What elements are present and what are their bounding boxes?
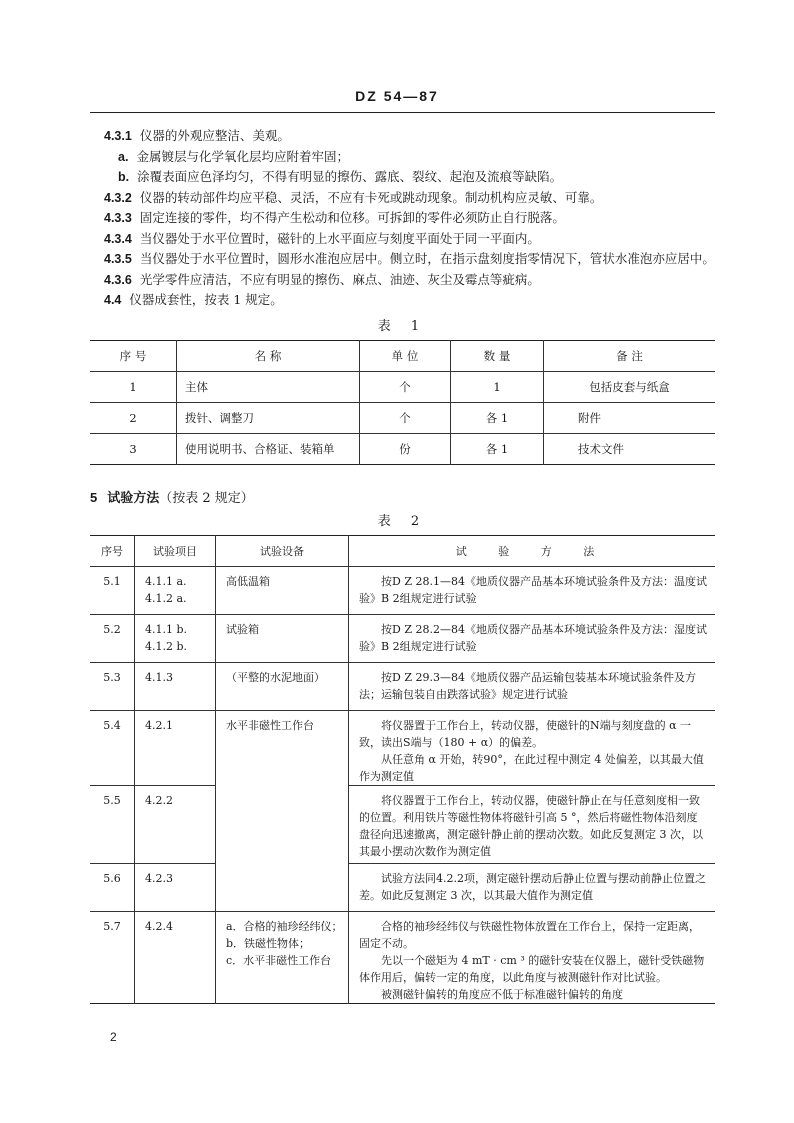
table-cell: 5.5: [90, 785, 135, 863]
table1: [90, 340, 715, 465]
table2-header-row: [90, 535, 715, 566]
table-cell: 5.2: [90, 614, 135, 662]
table-cell: 包括皮套与纸盒: [544, 371, 716, 402]
table-cell: 份: [360, 433, 451, 464]
table-cell: 将仪器置于工作台上，转动仪器，使磁针的N端与刻度盘的 α 一致，读出S端与（180 + α）的偏差。 从任意角 α 开始，转90°，在此过程中测定 4 处偏差，以其最大值作为测定值: [349, 710, 716, 785]
table-cell: 水平非磁性工作台: [216, 710, 349, 911]
page-number: 2: [110, 1030, 117, 1044]
table-row: [90, 785, 715, 863]
table-cell: 拨针、调整刀: [177, 402, 360, 433]
table-cell: 5.1: [90, 566, 135, 614]
table-cell: 3: [90, 433, 177, 464]
table-row: [90, 566, 715, 614]
table-cell: 合格的袖珍经纬仪与铁磁性物体放置在工作台上，保持一定距离，固定不动。 先以一个磁矩为 4 mT · cm ³ 的磁针安装在仪器上，磁针受铁磁物体作用后，偏转一定的角度，以此角度与被测磁针作对比试验。 被测磁针偏转的角度应不低于标准磁针偏转的角度: [349, 911, 716, 1003]
table-cell: 按D Z 28.1—84《地质仪器产品基本环境试验条件及方法：温度试验》B 2组规定进行试验: [349, 566, 716, 614]
table-cell: 5.7: [90, 911, 135, 1003]
table-cell: （平整的水泥地面）: [216, 662, 349, 710]
table-cell: 附件: [544, 402, 716, 433]
table1-header: 备 注: [544, 340, 716, 371]
clause-4-4: 4.4 仪器成套性，按表 1 规定。: [104, 292, 283, 307]
table-row: [90, 911, 715, 1003]
table1-header: 序 号: [90, 340, 177, 371]
table2-header: 试 验 方 法: [349, 535, 716, 566]
table-cell: 按D Z 28.2—84《地质仪器产品基本环境试验条件及方法：湿度试验》B 2组规定进行试验: [349, 614, 716, 662]
table-cell: 4.1.1 a. 4.1.2 a.: [135, 566, 216, 614]
table-cell: 1: [451, 371, 544, 402]
clause-4-3-1: 4.3.1 仪器的外观应整洁、美观。: [104, 128, 290, 143]
document-body: [90, 126, 715, 1004]
table-row: [90, 371, 715, 402]
table-row: [90, 433, 715, 464]
table2: [90, 535, 715, 1004]
table-cell: 使用说明书、合格证、装箱单: [177, 433, 360, 464]
clause-4-3-1-b: b. 涂覆表面应色泽均匀，不得有明显的擦伤、露底、裂纹、起泡及流痕等缺陷。: [118, 169, 563, 184]
clause-4-3-6: 4.3.6 光学零件应清洁，不应有明显的擦伤、麻点、油迹、灰尘及霉点等疵病。: [104, 271, 540, 287]
table-row: [90, 402, 715, 433]
table-row: [90, 710, 715, 785]
table-cell: 试验方法同4.2.2项，测定磁针摆动后静止位置与摆动前静止位置之差。如此反复测定 3 次，以其最大值作为测定值: [349, 863, 716, 911]
table-cell: 4.1.3: [135, 662, 216, 710]
table2-header: 试验项目: [135, 535, 216, 566]
table-cell: 各 1: [451, 402, 544, 433]
table-row: [90, 863, 715, 911]
table1-header: 数 量: [451, 340, 544, 371]
table-cell: 按D Z 29.3—84《地质仪器产品运输包装基本环境试验条件及方法；运输包装自由跌落试验》规定进行试验: [349, 662, 716, 710]
clause-4-3-3: 4.3.3 固定连接的零件，均不得产生松动和位移。可拆卸的零件必须防止自行脱落。: [104, 210, 565, 225]
table-cell: 将仪器置于工作台上，转动仪器，使磁针静止在与任意刻度相一致的位置。利用铁片等磁性物体将磁针引高 5 °，然后将磁性物体沿刻度盘径向迅速撤离，测定磁针静止前的摆动次数。如此反复测定 3 次，以其最小摆动次数作为测定值: [349, 785, 716, 863]
table2-caption: 表 2: [377, 513, 428, 529]
table1-header: 名 称: [177, 340, 360, 371]
clause-4-3-5: 4.3.5 当仪器处于水平位置时，圆形水准泡应居中。侧立时，在指示盘刻度指零情况下，管状水准泡亦应居中。: [104, 251, 715, 266]
table-cell: 个: [360, 402, 451, 433]
clause-4-3-2: 4.3.2 仪器的转动部件均应平稳、灵活，不应有卡死或跳动现象。制动机构应灵敏、可靠。: [104, 189, 603, 205]
table-cell: 5.4: [90, 710, 135, 785]
table1-header-row: [90, 340, 715, 371]
clause-4-3-4: 4.3.4 当仪器处于水平位置时，磁针的上水平面应与刻度平面处于同一平面内。: [104, 230, 540, 246]
table-cell: 2: [90, 402, 177, 433]
table-cell: 个: [360, 371, 451, 402]
table1-caption: 表 1: [377, 318, 428, 334]
table-cell: 4.2.4: [135, 911, 216, 1003]
table-cell: a．合格的袖珍经纬仪； b．铁磁性物体； c．水平非磁性工作台: [216, 911, 349, 1003]
table-row: [90, 662, 715, 710]
table-cell: 4.2.2: [135, 785, 216, 863]
table2-header: 序号: [90, 535, 135, 566]
table-cell: 1: [90, 371, 177, 402]
table-cell: 5.6: [90, 863, 135, 911]
table-cell: 4.2.1: [135, 710, 216, 785]
table2-header: 试验设备: [216, 535, 349, 566]
clause-4-3-1-a: a. 金属镀层与化学氧化层均应附着牢固；: [118, 148, 349, 164]
table-cell: 技术文件: [544, 433, 716, 464]
header-rule: [90, 112, 715, 113]
table1-header: 单 位: [360, 340, 451, 371]
table-cell: 4.1.1 b. 4.1.2 b.: [135, 614, 216, 662]
table-cell: 4.2.3: [135, 863, 216, 911]
table-cell: 5.3: [90, 662, 135, 710]
table-row: [90, 614, 715, 662]
table-cell: 各 1: [451, 433, 544, 464]
table-cell: 试验箱: [216, 614, 349, 662]
standard-number: DZ 54—87: [355, 88, 439, 104]
table-cell: 主体: [177, 371, 360, 402]
table-cell: 高低温箱: [216, 566, 349, 614]
section5-heading: 5 试验方法（按表 2 规定）: [90, 489, 254, 506]
